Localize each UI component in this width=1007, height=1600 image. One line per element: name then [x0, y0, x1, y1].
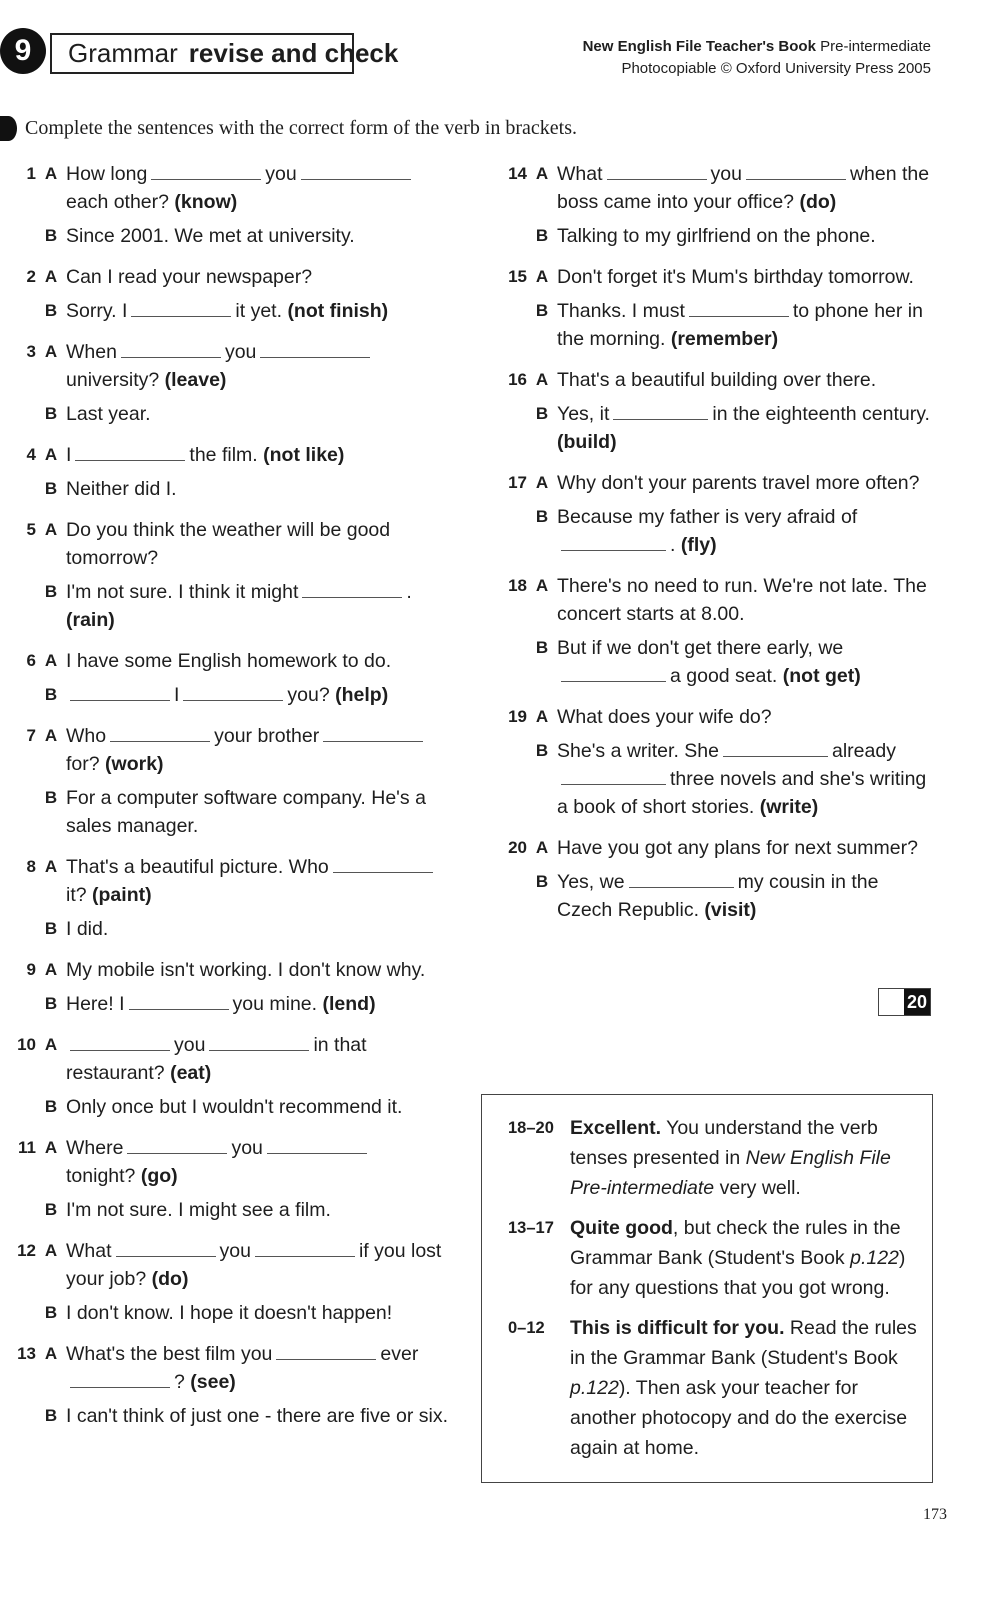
copyright-line: Photocopiable © Oxford University Press 2005	[621, 60, 931, 77]
verb-prompt: (see)	[190, 1371, 236, 1393]
speaker-label: A	[44, 1138, 58, 1157]
result-text: Read the rules in the Grammar Bank (Student's Book	[570, 1317, 917, 1369]
text-segment: How long	[66, 163, 148, 185]
text-segment: Because my father is very afraid of	[557, 506, 858, 528]
text-segment: What does your wife do?	[557, 706, 772, 728]
item-number: 3	[26, 342, 36, 361]
score-range: 13–17	[508, 1219, 554, 1237]
text-segment: What's the best film you	[66, 1343, 273, 1365]
page-title	[50, 33, 399, 74]
speaker-label: B	[44, 919, 58, 938]
text-segment: Thanks. I must	[557, 300, 685, 322]
item-number: 2	[26, 267, 36, 286]
answer-blank[interactable]	[70, 1368, 170, 1388]
text-segment: to phone her in the morning.	[557, 300, 923, 350]
answer-blank[interactable]	[276, 1340, 376, 1360]
text-segment: Can I read your newspaper?	[66, 266, 313, 288]
exercise-item-11	[10, 1134, 455, 1224]
exercise-column-right	[495, 160, 935, 937]
speaker-label: A	[44, 342, 58, 361]
verb-prompt: (go)	[140, 1165, 178, 1187]
text-segment: What	[66, 1240, 112, 1262]
unit-number-badge: 9	[0, 28, 46, 74]
item-number: 8	[26, 857, 36, 876]
speaker-label: A	[44, 1241, 58, 1260]
text-segment: Don't forget it's Mum's birthday tomorrow.	[557, 266, 914, 288]
verb-prompt: (work)	[105, 753, 164, 775]
verb-prompt: (build)	[557, 431, 617, 453]
verb-prompt: (write)	[759, 796, 819, 818]
item-number: 14	[508, 164, 527, 183]
text-segment: you	[710, 163, 742, 185]
item-number: 9	[26, 960, 36, 979]
exercise-item-3	[10, 338, 455, 428]
exercise-item-12	[10, 1237, 455, 1327]
result-text: , but check the rules in the Grammar Bank (Student's Book	[570, 1217, 901, 1269]
title-grammar: Grammar	[68, 38, 178, 68]
text-segment: Yes, we	[557, 871, 625, 893]
exercise-item-19	[495, 703, 935, 821]
speaker-label: A	[535, 473, 549, 492]
book-name: New English File Pre-intermediate	[570, 1147, 891, 1199]
text-segment: I	[174, 684, 180, 706]
result-text: ) for any questions that you got wrong.	[570, 1247, 906, 1299]
text-segment: There's no need to run. We're not late. The concert starts at 8.00.	[557, 575, 927, 625]
text-segment: each other?	[66, 191, 169, 213]
answer-blank[interactable]	[127, 1134, 227, 1154]
speaker-label: B	[44, 1406, 58, 1425]
text-segment: in the eighteenth century.	[712, 403, 930, 425]
exercise-item-9	[10, 956, 455, 1018]
answer-blank[interactable]	[260, 338, 370, 358]
item-number: 6	[26, 651, 36, 670]
result-text: ). Then ask your teacher for another photocopy and do the exercise again at home.	[570, 1377, 908, 1459]
text-segment: ?	[174, 1371, 185, 1393]
speaker-label: A	[535, 576, 549, 595]
answer-blank[interactable]	[561, 662, 666, 682]
item-number: 12	[17, 1241, 36, 1260]
text-segment: Have you got any plans for next summer?	[557, 837, 918, 859]
exercise-column-left	[10, 160, 455, 1443]
score-range: 0–12	[508, 1319, 545, 1337]
verb-prompt: (help)	[335, 684, 389, 706]
answer-blank[interactable]	[629, 868, 734, 888]
score-box	[878, 988, 931, 1016]
answer-blank[interactable]	[70, 681, 170, 701]
speaker-label: B	[535, 638, 549, 657]
speaker-label: B	[535, 872, 549, 891]
item-number: 16	[508, 370, 527, 389]
exercise-item-7	[10, 722, 455, 840]
exercise-item-1	[10, 160, 455, 250]
score-range: 18–20	[508, 1119, 554, 1137]
text-segment: you	[174, 1034, 206, 1056]
speaker-label: B	[44, 1200, 58, 1219]
speaker-label: A	[44, 960, 58, 979]
text-segment: Sorry. I	[66, 300, 128, 322]
exercise-item-8	[10, 853, 455, 943]
speaker-label: A	[535, 707, 549, 726]
text-segment: Since 2001. We met at university.	[66, 225, 355, 247]
text-segment: you	[231, 1137, 263, 1159]
speaker-label: A	[535, 838, 549, 857]
verb-prompt: (visit)	[704, 899, 757, 921]
text-segment: you	[219, 1240, 251, 1262]
answer-blank[interactable]	[209, 1031, 309, 1051]
text-segment: university?	[66, 369, 160, 391]
speaker-label: B	[535, 301, 549, 320]
result-band-mid	[508, 1213, 922, 1303]
score-entry-field[interactable]	[879, 989, 904, 1015]
text-segment: if you lost your job?	[66, 1240, 442, 1290]
book-title: New English File Teacher's Book	[582, 38, 816, 55]
item-number: 13	[17, 1344, 36, 1363]
answer-blank[interactable]	[267, 1134, 367, 1154]
text-segment: already	[831, 740, 896, 762]
verb-prompt: (not get)	[782, 665, 861, 687]
exercise-item-20	[495, 834, 935, 924]
speaker-label: B	[44, 788, 58, 807]
page-number: 173	[923, 1506, 947, 1523]
answer-blank[interactable]	[323, 722, 423, 742]
speaker-label: A	[44, 726, 58, 745]
result-heading: This is difficult for you.	[570, 1317, 785, 1339]
speaker-label: B	[44, 994, 58, 1013]
answer-blank[interactable]	[689, 297, 789, 317]
score-total: 20	[904, 989, 930, 1015]
text-segment: you	[265, 163, 297, 185]
title-revise-check: revise and check	[188, 38, 399, 68]
exercise-item-10	[10, 1031, 455, 1121]
answer-blank[interactable]	[75, 441, 185, 461]
speaker-label: A	[44, 857, 58, 876]
text-segment: it?	[66, 884, 87, 906]
speaker-label: B	[44, 479, 58, 498]
exercise-item-15	[495, 263, 935, 353]
page-reference: p.122	[570, 1377, 619, 1399]
text-segment: That's a beautiful picture. Who	[66, 856, 329, 878]
result-heading: Excellent.	[570, 1117, 662, 1139]
exercise-instruction	[0, 116, 577, 141]
speaker-label: A	[44, 267, 58, 286]
text-segment: Do you think the weather will be good tomorrow?	[66, 519, 391, 569]
answer-blank[interactable]	[121, 338, 221, 358]
text-segment: a good seat.	[670, 665, 778, 687]
verb-prompt: (do)	[799, 191, 837, 213]
text-segment: I	[66, 444, 72, 466]
speaker-label: B	[535, 404, 549, 423]
text-segment: Talking to my girlfriend on the phone.	[557, 225, 876, 247]
text-segment: Last year.	[66, 403, 151, 425]
answer-blank[interactable]	[613, 400, 708, 420]
answer-blank[interactable]	[183, 681, 283, 701]
verb-prompt: (eat)	[170, 1062, 212, 1084]
text-segment: But if we don't get there early, we	[557, 637, 844, 659]
answer-blank[interactable]	[301, 160, 411, 180]
speaker-label: A	[535, 370, 549, 389]
text-segment: Neither did I.	[66, 478, 177, 500]
text-segment: My mobile isn't working. I don't know why.	[66, 959, 426, 981]
answer-blank[interactable]	[302, 578, 402, 598]
item-number: 15	[508, 267, 527, 286]
speaker-label: A	[44, 520, 58, 539]
result-text: You understand the verb tenses presented in	[570, 1117, 878, 1169]
item-number: 10	[17, 1035, 36, 1054]
verb-prompt: (know)	[174, 191, 238, 213]
answer-blank[interactable]	[561, 765, 666, 785]
verb-prompt: (lend)	[322, 993, 376, 1015]
answer-blank[interactable]	[151, 160, 261, 180]
bullet-icon	[0, 116, 17, 141]
speaker-label: B	[44, 582, 58, 601]
text-segment: Yes, it	[557, 403, 610, 425]
verb-prompt: (remember)	[670, 328, 779, 350]
text-segment: When	[66, 341, 117, 363]
answer-blank[interactable]	[746, 160, 846, 180]
text-segment: I don't know. I hope it doesn't happen!	[66, 1302, 393, 1324]
text-segment: in that restaurant?	[66, 1034, 367, 1084]
speaker-label: B	[535, 226, 549, 245]
answer-blank[interactable]	[131, 297, 231, 317]
text-segment: I'm not sure. I think it might	[66, 581, 299, 603]
text-segment: tonight?	[66, 1165, 136, 1187]
exercise-item-18	[495, 572, 935, 690]
item-number: 20	[508, 838, 527, 857]
verb-prompt: (rain)	[66, 609, 115, 631]
speaker-label: B	[44, 226, 58, 245]
exercise-item-5	[10, 516, 455, 634]
exercise-item-2	[10, 263, 455, 325]
answer-blank[interactable]	[607, 160, 707, 180]
exercise-item-16	[495, 366, 935, 456]
answer-blank[interactable]	[110, 722, 210, 742]
text-segment: you	[224, 341, 257, 363]
verb-prompt: (fly)	[680, 534, 717, 556]
answer-blank[interactable]	[255, 1237, 355, 1257]
text-segment: ever	[380, 1343, 419, 1365]
answer-blank[interactable]	[333, 853, 433, 873]
item-number: 17	[508, 473, 527, 492]
text-segment: the film.	[189, 444, 258, 466]
result-heading: Quite good	[570, 1217, 673, 1239]
text-segment: I have some English homework to do.	[66, 650, 392, 672]
text-segment: That's a beautiful building over there.	[557, 369, 877, 391]
item-number: 1	[26, 164, 36, 183]
item-number: 18	[508, 576, 527, 595]
speaker-label: A	[44, 164, 58, 183]
text-segment: I did.	[66, 918, 109, 940]
text-segment: .	[406, 581, 412, 603]
item-number: 19	[508, 707, 527, 726]
text-segment: Only once but I wouldn't recommend it.	[66, 1096, 403, 1118]
text-segment: for?	[66, 753, 100, 775]
answer-blank[interactable]	[70, 1031, 170, 1051]
text-segment: I'm not sure. I might see a film.	[66, 1199, 331, 1221]
speaker-label: A	[44, 1344, 58, 1363]
speaker-label: A	[535, 164, 549, 183]
answer-blank[interactable]	[129, 990, 229, 1010]
item-number: 4	[26, 445, 36, 464]
item-number: 7	[26, 726, 36, 745]
text-segment: it yet.	[235, 300, 283, 322]
speaker-label: A	[44, 445, 58, 464]
speaker-label: A	[535, 267, 549, 286]
exercise-item-14	[495, 160, 935, 250]
exercise-item-17	[495, 469, 935, 559]
answer-blank[interactable]	[116, 1237, 216, 1257]
text-segment: Here! I	[66, 993, 125, 1015]
publisher-info	[583, 36, 931, 80]
exercise-item-6	[10, 647, 455, 709]
speaker-label: B	[535, 507, 549, 526]
text-segment: you?	[287, 684, 330, 706]
page-reference: p.122	[850, 1247, 899, 1269]
verb-prompt: (leave)	[164, 369, 227, 391]
speaker-label: B	[44, 1303, 58, 1322]
speaker-label: B	[44, 685, 58, 704]
text-segment: She's a writer. She	[557, 740, 719, 762]
answer-blank[interactable]	[561, 531, 666, 551]
speaker-label: B	[535, 741, 549, 760]
result-text: very well.	[714, 1177, 801, 1199]
text-segment: when the boss came into your office?	[557, 163, 930, 213]
text-segment: I can't think of just one - there are five or six.	[66, 1405, 448, 1427]
speaker-label: B	[44, 301, 58, 320]
answer-blank[interactable]	[723, 737, 828, 757]
text-segment: .	[670, 534, 676, 556]
text-segment: For a computer software company. He's a sales manager.	[66, 787, 426, 837]
speaker-label: A	[44, 651, 58, 670]
text-segment: my cousin in the Czech Republic.	[557, 871, 879, 921]
item-number: 11	[18, 1138, 36, 1157]
text-segment: you mine.	[232, 993, 318, 1015]
text-segment: Where	[66, 1137, 124, 1159]
text-segment: three novels and she's writing a book of short stories.	[557, 768, 927, 818]
exercise-item-13	[10, 1340, 455, 1430]
text-segment: What	[557, 163, 603, 185]
verb-prompt: (not finish)	[287, 300, 389, 322]
instruction-text: Complete the sentences with the correct form of the verb in brackets.	[25, 117, 578, 139]
verb-prompt: (not like)	[263, 444, 345, 466]
result-band-low	[508, 1313, 922, 1463]
text-segment: Who	[66, 725, 107, 747]
results-key-box	[481, 1094, 933, 1483]
item-number: 5	[26, 520, 36, 539]
verb-prompt: (do)	[151, 1268, 189, 1290]
verb-prompt: (paint)	[92, 884, 152, 906]
exercise-item-4	[10, 441, 455, 503]
text-segment: Why don't your parents travel more often?	[557, 472, 920, 494]
speaker-label: B	[44, 1097, 58, 1116]
speaker-label: B	[44, 404, 58, 423]
text-segment: your brother	[214, 725, 320, 747]
speaker-label: A	[44, 1035, 58, 1054]
book-level: Pre-intermediate	[820, 38, 931, 55]
result-band-high	[508, 1113, 922, 1203]
